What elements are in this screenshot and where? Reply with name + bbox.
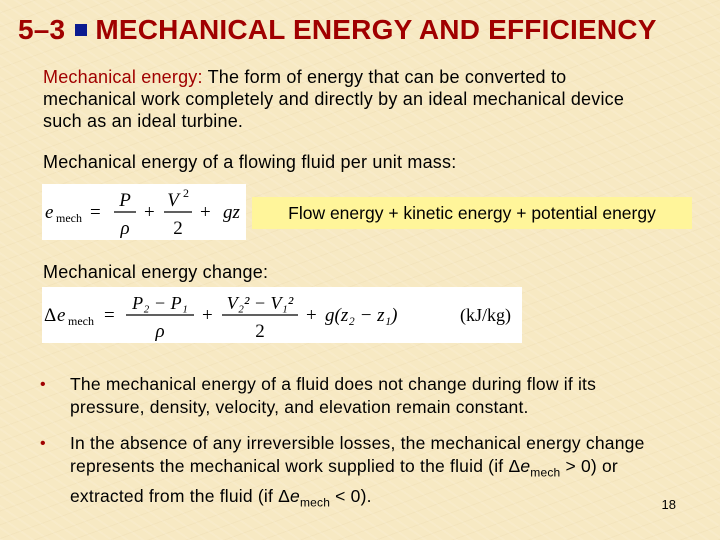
eq1-equals: =	[90, 202, 101, 223]
eq1-frac1-num: P	[119, 190, 131, 211]
bullet-2-mid: > 0) or extracted from the fluid (if	[70, 456, 618, 506]
bullet-2-sub2: mech	[299, 495, 331, 509]
bullet-2-e: e	[520, 456, 531, 476]
bullet-2-end: < 0).	[330, 485, 372, 506]
slide-title	[18, 14, 657, 46]
equation-mechanical-energy	[42, 184, 246, 240]
eq2-unit: (kJ/kg)	[460, 305, 511, 325]
bullet-item-1	[40, 373, 640, 419]
eq2-equals: =	[104, 305, 115, 326]
eq1-frac2-sup: 2	[183, 186, 189, 200]
change-label: Mechanical energy change:	[43, 262, 269, 282]
eq2-lhs-sub: mech	[68, 314, 94, 328]
eq2-frac2-den: 2	[255, 321, 265, 342]
bullet-2-delta: Δ	[508, 456, 521, 476]
eq2-plus2: +	[306, 305, 317, 326]
bullet-2-e2: e	[290, 485, 300, 506]
energy-components-highlight: Flow energy + kinetic energy + potential energy	[252, 197, 692, 229]
eq2-frac1-num: P₂ − P₁	[132, 293, 188, 313]
bullet-1-symbol: •	[40, 376, 46, 393]
equation-energy-change-svg	[42, 287, 522, 343]
eq1-lhs: e	[45, 202, 54, 223]
bullet-item-2	[40, 432, 660, 514]
title-square-icon	[75, 24, 87, 36]
bullet-2-text	[70, 432, 660, 514]
eq2-frac2-num: V₂² − V₁²	[226, 293, 294, 313]
bullet-1-text: The mechanical energy of a fluid does not change during flow if its pressure, density, velocity, and elevation remain constant.	[70, 374, 597, 417]
eq1-frac1-den: ρ	[120, 218, 130, 239]
eq1-frac2-num: V	[167, 190, 179, 211]
bullet-2-line1: In the absence of any irreversible losses, the mechanical energy change represents the mechanical work supplied to the fluid (if	[70, 433, 645, 476]
eq1-plus1: +	[144, 202, 155, 223]
eq1-plus2: +	[200, 202, 211, 223]
eq2-frac1-den: ρ	[155, 321, 165, 342]
eq2-term3: g(z₂ − z₁)	[325, 305, 398, 326]
bullet-2-sub: mech	[530, 465, 561, 480]
eq2-delta: Δ	[44, 305, 57, 326]
eq1-lhs-sub: mech	[56, 211, 82, 225]
equation-energy-change	[42, 287, 522, 343]
bullet-2-delta2: Δ	[278, 485, 290, 506]
eq2-plus1: +	[202, 305, 213, 326]
eq1-frac2-den: 2	[173, 218, 183, 239]
definition-text: The form of energy that can be converted to mechanical work completely and directly by an ideal mechanical device such as an ideal turbine.	[43, 67, 625, 131]
eq1-term3: gz	[223, 202, 240, 223]
section-number: 5–3	[18, 14, 66, 45]
definition-paragraph	[43, 66, 663, 132]
eq2-lhs: e	[57, 305, 66, 326]
definition-term: Mechanical energy:	[43, 67, 203, 87]
equation-mechanical-energy-svg	[42, 184, 246, 240]
title-text: MECHANICAL ENERGY AND EFFICIENCY	[95, 14, 657, 45]
per-unit-mass-label: Mechanical energy of a flowing fluid per unit mass:	[43, 152, 457, 172]
bullet-2-symbol: •	[40, 435, 46, 452]
page-number: 18	[661, 497, 676, 512]
